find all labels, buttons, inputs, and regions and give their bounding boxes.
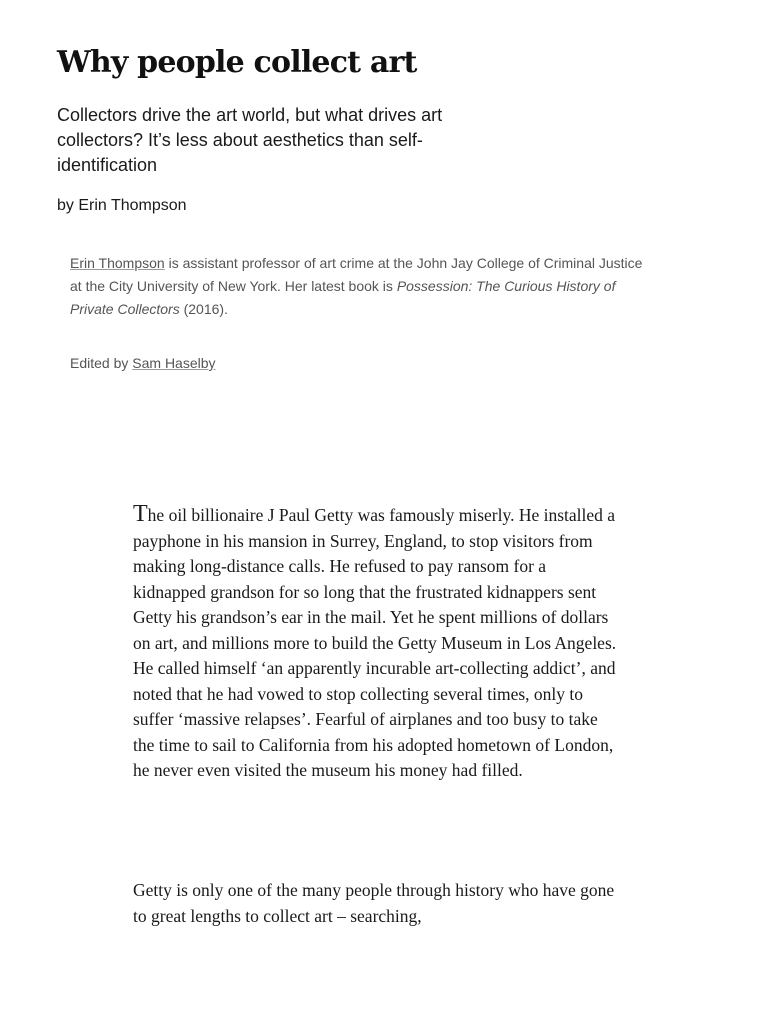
- article-standfirst: Collectors drive the art world, but what drives art collectors? It’s less about aesthetics than self-identification: [57, 105, 443, 175]
- author-bio-text: is assistant professor of art crime at the John Jay College of Criminal Justice at the City University of New York. Her latest book is: [70, 255, 643, 294]
- author-bio: [70, 252, 650, 321]
- body-paragraph-1: [133, 502, 619, 784]
- book-title: Possession: The Curious History of Private Collectors: [70, 278, 616, 317]
- author-link[interactable]: Erin Thompson: [70, 255, 165, 271]
- editor-credit: [70, 352, 216, 375]
- author-bio-year: (2016).: [179, 301, 228, 317]
- editor-link[interactable]: Sam Haselby: [132, 355, 216, 371]
- article-title: Why people collect art: [57, 45, 417, 80]
- editor-prefix: Edited by: [70, 355, 129, 371]
- body-paragraph-2: Getty is only one of the many people through history who have gone to great lengths to collect art – searching,: [133, 880, 615, 926]
- drop-cap: T: [133, 501, 148, 527]
- article-byline: by Erin Thompson: [57, 197, 187, 214]
- body-paragraph-1-text: he oil billionaire J Paul Getty was famously miserly. He installed a payphone in his mansion in Surrey, England, to stop visitors from making long-distance calls. He refused to pay ransom for a kidnapped grandson for so long that the frustrated kidnappers sent Getty his grandson’s ear in the mail. Yet he spent millions of dollars on art, and millions more to build the Getty Museum in Los Angeles. He called himself ‘an apparently incurable art-collecting addict’, and noted that he had vowed to stop collecting several times, only to suffer ‘massive relapses’. Fearful of airplanes and too busy to take the time to sail to California from his adopted hometown of London, he never even visited the museum his money had filled.: [133, 505, 617, 780]
